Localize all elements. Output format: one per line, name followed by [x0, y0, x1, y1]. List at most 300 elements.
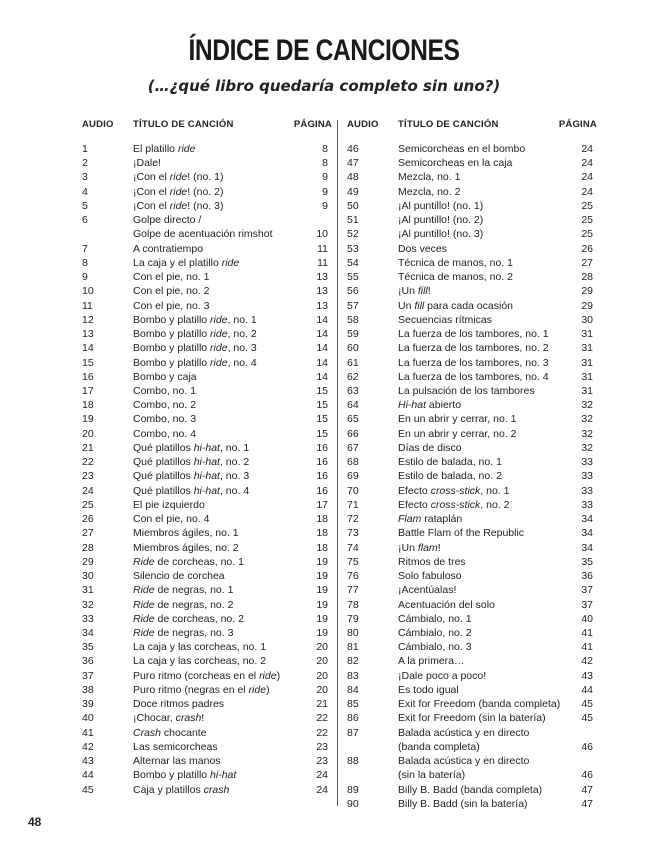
song-title: Ride de negras, no. 3: [133, 626, 234, 639]
song-title: ¡Dale poco a poco!: [398, 669, 487, 682]
header-audio: AUDIO: [82, 119, 114, 130]
table-row: [82, 256, 328, 270]
audio-number: 58: [347, 313, 359, 326]
table-row: [347, 598, 593, 612]
song-title: Crash chocante: [133, 726, 207, 739]
page-ref: 25: [581, 214, 593, 227]
audio-number: 55: [347, 271, 359, 284]
audio-number: 30: [82, 570, 94, 583]
column-divider: [337, 120, 338, 806]
page-ref: 14: [316, 313, 328, 326]
song-title: (banda completa): [398, 740, 480, 753]
page-ref: 45: [581, 712, 593, 725]
audio-number: 47: [347, 157, 359, 170]
song-title: Solo fabuloso: [398, 570, 462, 583]
song-title: El platillo ride: [133, 143, 196, 155]
song-title: Billy B. Badd (sin la batería): [398, 797, 528, 810]
audio-number: 29: [82, 555, 94, 568]
page-ref: 33: [581, 470, 593, 483]
page-ref: 31: [581, 328, 593, 341]
table-row: [347, 427, 593, 441]
audio-number: 48: [347, 171, 359, 184]
table-row: [82, 384, 328, 398]
audio-number: 18: [82, 399, 94, 412]
audio-number: 66: [347, 427, 359, 440]
audio-number: 71: [347, 498, 359, 511]
page-ref: 13: [316, 285, 328, 298]
audio-number: 38: [82, 683, 94, 696]
table-row: [82, 242, 328, 256]
song-title: ¡Un flam!: [398, 541, 441, 554]
page-ref: 19: [316, 598, 328, 611]
table-row: [82, 484, 328, 498]
audio-number: 87: [347, 726, 359, 739]
page-ref: 25: [581, 199, 593, 212]
table-row: [347, 583, 593, 597]
audio-number: 76: [347, 570, 359, 583]
song-title: Ride de corcheas, no. 2: [133, 612, 244, 625]
table-row: [347, 498, 593, 512]
page-ref: 11: [317, 242, 328, 255]
audio-number: 73: [347, 527, 359, 540]
audio-number: 4: [82, 185, 88, 198]
song-title: En un abrir y cerrar, no. 1: [398, 413, 517, 426]
song-title: ¡Al puntillo! (no. 1): [398, 199, 484, 212]
song-title: Bombo y platillo ride, no. 2: [133, 328, 257, 341]
song-title: Bombo y caja: [133, 370, 197, 383]
header-audio: AUDIO: [347, 119, 379, 130]
song-title: Alternar las manos: [133, 755, 221, 768]
table-row: [347, 227, 593, 241]
table-row: [347, 441, 593, 455]
table-row: [347, 526, 593, 540]
song-title: Las semicorcheas: [133, 740, 218, 753]
page-ref: 24: [316, 783, 328, 796]
audio-number: 85: [347, 698, 359, 711]
audio-number: 20: [82, 427, 94, 440]
table-row: [347, 313, 593, 327]
table-row: [347, 569, 593, 583]
table-row: [82, 640, 328, 654]
page-ref: 9: [322, 185, 328, 198]
header-title: TÍTULO DE CANCIÓN: [398, 119, 499, 130]
table-row: [82, 170, 328, 184]
page-ref: 19: [316, 612, 328, 625]
song-title: Es todo igual: [398, 683, 459, 696]
table-row: [82, 398, 328, 412]
audio-number: 31: [82, 584, 94, 597]
table-row: [82, 583, 328, 597]
audio-number: 16: [82, 370, 94, 383]
page-ref: 8: [322, 157, 328, 170]
song-title: Balada acústica y en directo: [398, 755, 530, 768]
table-row: [82, 541, 328, 555]
table-row: [347, 299, 593, 313]
song-title: En un abrir y cerrar, no. 2: [398, 427, 517, 440]
audio-number: 5: [82, 199, 88, 212]
page-ref: 20: [316, 641, 328, 654]
page-ref: 14: [316, 342, 328, 355]
page-ref: 29: [581, 285, 593, 298]
table-row: [347, 370, 593, 384]
audio-number: 51: [347, 214, 359, 227]
page-ref: 27: [581, 256, 593, 269]
page-ref: 16: [316, 470, 328, 483]
audio-number: 62: [347, 370, 359, 383]
page-ref: 45: [581, 698, 593, 711]
audio-number: 19: [82, 413, 94, 426]
audio-number: 13: [82, 328, 94, 341]
page-ref: 18: [316, 541, 328, 554]
audio-number: 77: [347, 584, 359, 597]
audio-number: 14: [82, 342, 94, 355]
song-title: Exit for Freedom (sin la batería): [398, 712, 546, 725]
table-row: [82, 598, 328, 612]
song-title: Semicorcheas en el bombo: [398, 143, 526, 155]
table-row: [347, 654, 593, 668]
audio-number: 67: [347, 441, 359, 454]
table-row: [82, 270, 328, 284]
song-title: Exit for Freedom (banda completa): [398, 698, 561, 711]
table-row: [347, 669, 593, 683]
header-page: PÁGINA: [558, 119, 597, 130]
song-title: ¡Con el ride! (no. 2): [133, 185, 224, 198]
song-title: Técnica de manos, no. 1: [398, 256, 513, 269]
song-title: Bombo y platillo ride, no. 4: [133, 356, 257, 369]
audio-number: 59: [347, 328, 359, 341]
song-title: La fuerza de los tambores, no. 3: [398, 356, 549, 369]
audio-number: 28: [82, 541, 94, 554]
song-title: El pie izquierdo: [133, 498, 205, 511]
table-row: [347, 726, 593, 740]
page-ref: 19: [316, 626, 328, 639]
song-title: Billy B. Badd (banda completa): [398, 783, 543, 796]
audio-number: 8: [82, 256, 88, 269]
audio-number: 79: [347, 612, 359, 625]
table-row: [82, 783, 328, 797]
table-row: [347, 256, 593, 270]
song-title: Estilo de balada, no. 2: [398, 470, 502, 483]
table-row: [347, 142, 593, 156]
table-row: [82, 370, 328, 384]
song-title: Combo, no. 1: [133, 384, 197, 397]
audio-number: 1: [82, 143, 88, 155]
table-row: [82, 498, 328, 512]
page-ref: 18: [316, 513, 328, 526]
audio-number: 33: [82, 612, 94, 625]
page-ref: 25: [581, 228, 593, 241]
page-ref: 24: [581, 157, 593, 170]
table-row: [347, 398, 593, 412]
page-ref: 31: [581, 384, 593, 397]
table-row: [347, 555, 593, 569]
table-row: [347, 284, 593, 298]
song-title: Con el pie, no. 4: [133, 513, 210, 526]
page-ref: 24: [581, 171, 593, 184]
audio-number: 40: [82, 712, 94, 725]
song-title: Días de disco: [398, 441, 462, 454]
audio-number: 9: [82, 271, 88, 284]
page-ref: 19: [316, 555, 328, 568]
audio-number: 57: [347, 299, 359, 312]
song-title: ¡Acentúalas!: [398, 584, 457, 597]
song-title: Acentuación del solo: [398, 598, 495, 611]
song-title: Qué platillos hi-hat, no. 3: [133, 470, 250, 483]
page-ref: 31: [581, 356, 593, 369]
song-title: ¡Un fill!: [398, 285, 431, 298]
audio-number: 63: [347, 384, 359, 397]
table-row: [347, 697, 593, 711]
table-row: [347, 270, 593, 284]
page-ref: 18: [316, 527, 328, 540]
index-column-left: [82, 119, 332, 796]
page-ref: 19: [316, 570, 328, 583]
page-ref: 42: [581, 655, 593, 668]
column-header: [347, 119, 597, 141]
song-title: Doce ritmos padres: [133, 698, 225, 711]
table-row: [82, 185, 328, 199]
song-title: Combo, no. 4: [133, 427, 197, 440]
table-row: [82, 654, 328, 668]
song-title: Mezcla, no. 2: [398, 185, 461, 198]
table-row: [347, 199, 593, 213]
song-title: ¡Con el ride! (no. 3): [133, 199, 224, 212]
audio-number: 3: [82, 171, 88, 184]
table-row: [82, 469, 328, 483]
audio-number: 54: [347, 256, 359, 269]
audio-number: 17: [82, 384, 94, 397]
table-row: [82, 356, 328, 370]
page-ref: 20: [316, 683, 328, 696]
song-title: ¡Chocar, crash!: [133, 712, 205, 725]
table-row: [347, 170, 593, 184]
page-title: ÍNDICE DE CANCIONES: [188, 34, 460, 67]
index-column-right: [347, 119, 597, 810]
song-title: Hi-hat abierto: [398, 399, 462, 412]
audio-number: 72: [347, 513, 359, 526]
song-title: Battle Flam of the Republic: [398, 527, 525, 540]
song-title: Puro ritmo (negras en el ride): [133, 683, 270, 696]
song-title: Ritmos de tres: [398, 555, 466, 568]
page-ref: 22: [316, 726, 328, 739]
table-row: [82, 156, 328, 170]
audio-number: 23: [82, 470, 94, 483]
audio-number: 46: [347, 143, 359, 155]
audio-number: 89: [347, 783, 359, 796]
column-header: [82, 119, 332, 141]
table-row: [82, 227, 328, 241]
page-ref: 23: [316, 740, 328, 753]
song-title: Con el pie, no. 2: [133, 285, 210, 298]
song-title: ¡Al puntillo! (no. 3): [398, 228, 484, 241]
song-title: Cámbialo, no. 3: [398, 641, 472, 654]
audio-number: 27: [82, 527, 94, 540]
header-title: TÍTULO DE CANCIÓN: [133, 119, 234, 130]
song-title: ¡Al puntillo! (no. 2): [398, 214, 484, 227]
table-row: [82, 327, 328, 341]
page-ref: 15: [316, 399, 328, 412]
table-row: [82, 711, 328, 725]
audio-number: 22: [82, 456, 94, 469]
page-ref: 32: [581, 441, 593, 454]
page-ref: 16: [316, 441, 328, 454]
audio-number: 86: [347, 712, 359, 725]
table-row: [82, 726, 328, 740]
table-row: [82, 441, 328, 455]
song-title: Mezcla, no. 1: [398, 171, 461, 184]
table-row: [347, 156, 593, 170]
audio-number: 56: [347, 285, 359, 298]
song-title: Silencio de corchea: [133, 570, 225, 583]
audio-number: 25: [82, 498, 94, 511]
audio-number: 44: [82, 769, 94, 782]
song-title: La fuerza de los tambores, no. 1: [398, 328, 549, 341]
page-ref: 35: [581, 555, 593, 568]
song-title: La caja y las corcheas, no. 2: [133, 655, 267, 668]
table-row: [82, 754, 328, 768]
song-title: Efecto cross-stick, no. 1: [398, 484, 510, 497]
song-title: La caja y el platillo ride: [133, 256, 240, 269]
page-ref: 33: [581, 456, 593, 469]
page-ref: 13: [316, 271, 328, 284]
audio-number: 80: [347, 626, 359, 639]
table-row: [347, 754, 593, 768]
page-ref: 34: [581, 541, 593, 554]
table-row: [347, 242, 593, 256]
song-title: ¡Con el ride! (no. 1): [133, 171, 224, 184]
page-ref: 37: [581, 584, 593, 597]
audio-number: 35: [82, 641, 94, 654]
table-row: [347, 384, 593, 398]
page-ref: 47: [581, 797, 593, 810]
table-row: [82, 341, 328, 355]
page-ref: 41: [581, 641, 593, 654]
page-ref: 41: [581, 626, 593, 639]
song-title: Con el pie, no. 1: [133, 271, 210, 284]
audio-number: 7: [82, 242, 88, 255]
audio-number: 42: [82, 740, 94, 753]
song-title: Con el pie, no. 3: [133, 299, 210, 312]
page-ref: 23: [316, 755, 328, 768]
table-row: [347, 626, 593, 640]
audio-number: 49: [347, 185, 359, 198]
song-title: ¡Dale!: [133, 157, 162, 170]
audio-number: 81: [347, 641, 359, 654]
song-title: (sin la batería): [398, 769, 466, 782]
table-row: [82, 313, 328, 327]
table-row: [347, 469, 593, 483]
page-ref: 46: [581, 740, 593, 753]
song-title: Secuencias rítmicas: [398, 313, 492, 326]
page-ref: 32: [581, 399, 593, 412]
audio-number: 70: [347, 484, 359, 497]
song-title: Ride de negras, no. 2: [133, 598, 234, 611]
audio-number: 65: [347, 413, 359, 426]
page-number: 48: [28, 815, 42, 829]
audio-number: 32: [82, 598, 94, 611]
page-ref: 34: [581, 527, 593, 540]
song-title: Combo, no. 3: [133, 413, 197, 426]
page-ref: 31: [581, 370, 593, 383]
audio-number: 90: [347, 797, 359, 810]
song-title: Semicorcheas en la caja: [398, 157, 513, 170]
table-row: [347, 185, 593, 199]
page-ref: 20: [316, 655, 328, 668]
audio-number: 45: [82, 783, 94, 796]
song-title: Qué platillos hi-hat, no. 1: [133, 441, 250, 454]
song-title: Combo, no. 2: [133, 399, 197, 412]
audio-number: 60: [347, 342, 359, 355]
song-title: Cámbialo, no. 2: [398, 626, 472, 639]
song-title: Flam rataplán: [398, 513, 463, 526]
table-row: [347, 484, 593, 498]
audio-number: 82: [347, 655, 359, 668]
table-row: [347, 711, 593, 725]
song-title: Bombo y platillo hi-hat: [133, 769, 237, 782]
song-title: Miembros ágiles, no. 2: [133, 541, 239, 554]
page-ref: 22: [316, 712, 328, 725]
audio-number: 75: [347, 555, 359, 568]
song-title: Golpe directo /: [133, 214, 202, 227]
page-ref: 30: [581, 313, 593, 326]
page-ref: 44: [581, 683, 593, 696]
audio-number: 41: [82, 726, 94, 739]
table-row: [82, 612, 328, 626]
audio-number: 74: [347, 541, 359, 554]
audio-number: 39: [82, 698, 94, 711]
table-row: [82, 669, 328, 683]
page-ref: 17: [316, 498, 328, 511]
page-ref: 37: [581, 598, 593, 611]
table-row: [347, 327, 593, 341]
table-row: [347, 612, 593, 626]
audio-number: 52: [347, 228, 359, 241]
page-ref: 16: [316, 484, 328, 497]
page-ref: 20: [316, 669, 328, 682]
audio-number: 64: [347, 399, 359, 412]
song-title: Ride de corcheas, no. 1: [133, 555, 244, 568]
song-title: Golpe de acentuación rimshot: [133, 228, 273, 241]
table-row: [347, 213, 593, 227]
page-ref: 24: [581, 143, 593, 155]
page-ref: 8: [322, 143, 328, 155]
table-row: [82, 142, 328, 156]
page-ref: 43: [581, 669, 593, 682]
page-ref: 14: [316, 370, 328, 383]
page-ref: 21: [316, 698, 328, 711]
audio-number: 78: [347, 598, 359, 611]
audio-number: 10: [82, 285, 94, 298]
song-title: La fuerza de los tambores, no. 4: [398, 370, 549, 383]
table-row: [82, 683, 328, 697]
table-row: [82, 455, 328, 469]
page-ref: 15: [316, 384, 328, 397]
song-title: Qué platillos hi-hat, no. 2: [133, 456, 250, 469]
page-ref: 47: [581, 783, 593, 796]
song-title: Puro ritmo (corcheas en el ride): [133, 669, 281, 682]
song-title: Efecto cross-stick, no. 2: [398, 498, 510, 511]
page-ref: 9: [322, 199, 328, 212]
page-ref: 33: [581, 498, 593, 511]
table-row: [82, 213, 328, 227]
table-row: [82, 626, 328, 640]
audio-number: 50: [347, 199, 359, 212]
audio-number: 61: [347, 356, 359, 369]
table-row: [347, 356, 593, 370]
page-ref: 32: [581, 427, 593, 440]
header-page: PÁGINA: [293, 119, 332, 130]
page-ref: 29: [581, 299, 593, 312]
